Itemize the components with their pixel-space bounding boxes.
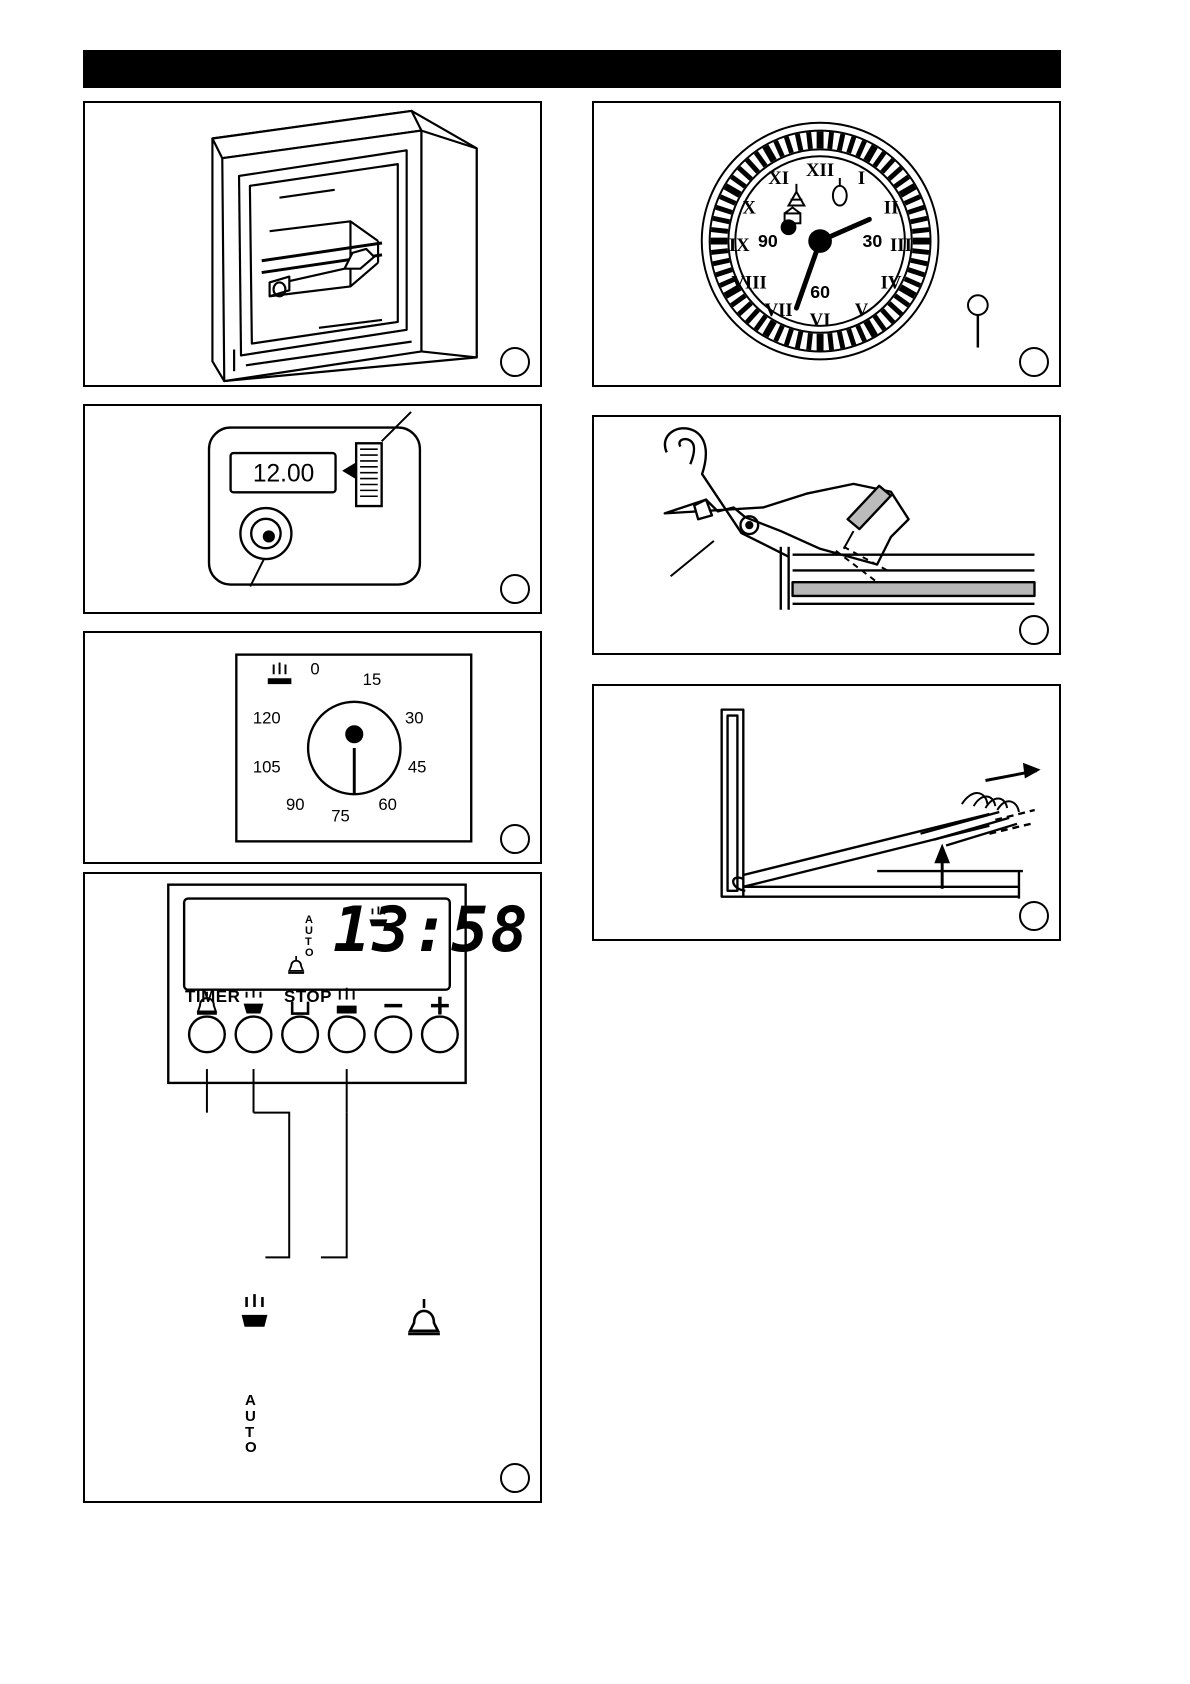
figure-minute-minder-knob xyxy=(83,631,542,864)
dial-number-30: 30 xyxy=(862,230,883,251)
figure-door-hinge xyxy=(592,415,1061,655)
button-cook-time[interactable] xyxy=(236,1017,272,1053)
figure-analogue-clock xyxy=(592,101,1061,387)
legend-auto-indicator: A U T O xyxy=(245,1392,257,1457)
numeral-ii: II xyxy=(883,197,899,219)
shelf-removal-drawing xyxy=(594,686,1059,939)
mechanical-timer-drawing xyxy=(85,406,540,612)
numeral-iv: IV xyxy=(880,272,902,294)
numeral-v: V xyxy=(854,299,869,321)
numeral-vi: VI xyxy=(809,309,831,331)
figure-marker xyxy=(1019,347,1049,377)
figure-marker xyxy=(1019,901,1049,931)
hand-icon-manual-button xyxy=(337,988,357,1014)
button-timer[interactable] xyxy=(189,1017,225,1053)
numeral-ix: IX xyxy=(728,234,750,256)
figure-oven-interior xyxy=(83,101,542,387)
button-plus[interactable] xyxy=(422,1017,458,1053)
analogue-clock-drawing xyxy=(594,103,1059,385)
figure-marker xyxy=(500,1463,530,1493)
numeral-x: X xyxy=(742,197,756,219)
lcd-display xyxy=(255,891,565,981)
dial-label-75: 75 xyxy=(331,806,350,826)
button-minus[interactable] xyxy=(375,1017,411,1053)
plus-icon xyxy=(431,997,449,1015)
figure-shelf-removal xyxy=(592,684,1061,941)
label-timer: TIMER xyxy=(185,987,241,1006)
numeral-viii: VIII xyxy=(731,272,767,294)
button-stop[interactable] xyxy=(282,1017,318,1053)
figure-mechanical-timer xyxy=(83,404,542,614)
minute-minder-drawing xyxy=(85,633,540,862)
lcd-auto-indicator: A U T O xyxy=(305,914,314,959)
legend-bell-icon xyxy=(408,1299,440,1334)
button-manual[interactable] xyxy=(329,1017,365,1053)
numeral-xii: XII xyxy=(806,159,835,181)
lcd-time-value: 13:58 xyxy=(333,893,530,966)
figure-marker xyxy=(500,574,530,604)
numeral-xi: XI xyxy=(768,167,790,189)
numeral-i: I xyxy=(857,167,866,189)
dial-label-45: 45 xyxy=(407,757,427,777)
dial-number-90: 90 xyxy=(757,230,778,251)
dial-label-60: 60 xyxy=(378,794,397,814)
dial-label-90: 90 xyxy=(286,794,305,814)
pan-icon-cook-button xyxy=(244,990,264,1014)
header-bar xyxy=(83,50,1061,88)
dial-label-30: 30 xyxy=(404,708,424,728)
oven-interior-drawing xyxy=(85,103,540,385)
figure-marker xyxy=(500,347,530,377)
figure-marker xyxy=(500,824,530,854)
label-stop: STOP xyxy=(284,987,332,1006)
dial-label-0: 0 xyxy=(310,659,320,679)
numeral-iii: III xyxy=(890,234,912,256)
dial-label-105: 105 xyxy=(252,757,281,777)
dial-label-15: 15 xyxy=(362,670,382,690)
figure-marker xyxy=(1019,615,1049,645)
clock-setting-knob xyxy=(968,295,988,315)
dial-number-60: 60 xyxy=(810,282,830,303)
door-hinge-drawing xyxy=(594,417,1059,653)
clock-set-dot xyxy=(781,219,797,235)
figure-digital-programmer xyxy=(83,872,542,1503)
numeral-vii: VII xyxy=(764,299,793,321)
timer-display-value: 12.00 xyxy=(252,460,315,488)
dial-label-120: 120 xyxy=(252,708,281,728)
clock-center-hub xyxy=(808,229,832,253)
legend-pan-icon xyxy=(242,1294,268,1327)
